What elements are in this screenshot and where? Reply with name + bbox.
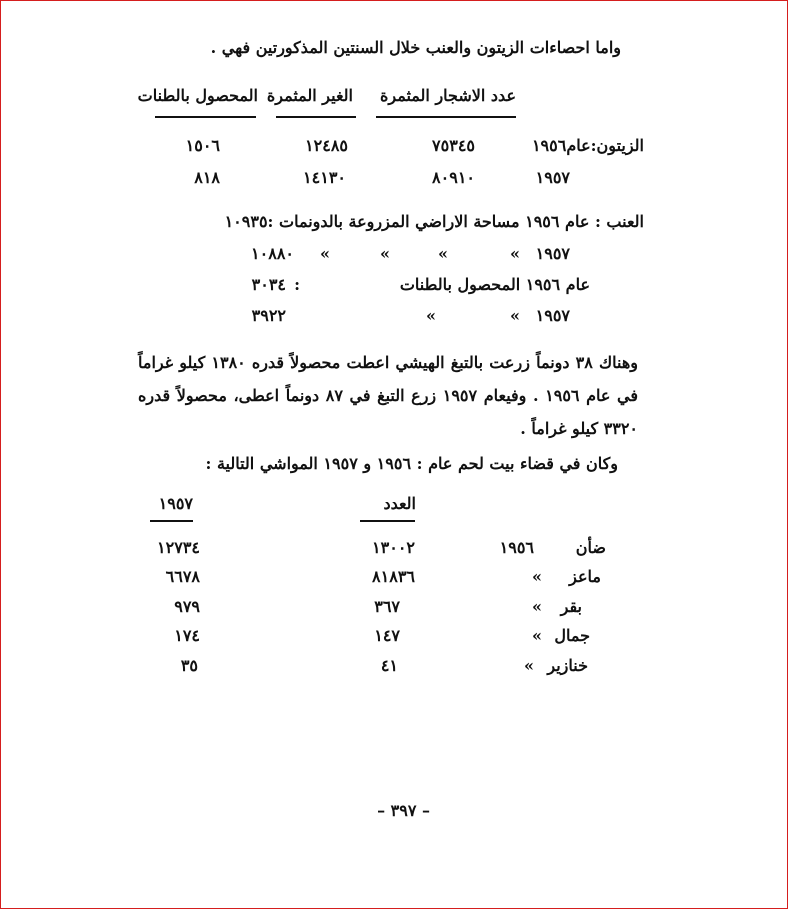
colon: :: [294, 275, 300, 294]
olive-fruiting-cell: ٨٠٩١٠: [432, 168, 475, 187]
ditto-mark: »: [320, 244, 330, 263]
olive-row-label: الزيتون:عام١٩٥٦: [531, 136, 644, 155]
livestock-count-1956: ٣٦٧: [374, 597, 400, 616]
livestock-count-1957: ١٢٧٣٤: [157, 538, 200, 557]
livestock-count-1957: ٣٥: [180, 656, 198, 675]
header-yield-tons: المحصول بالطنات: [137, 86, 258, 105]
ditto-mark: »: [532, 567, 542, 586]
livestock-count-1957: ٦٦٧٨: [165, 567, 200, 586]
grapes-area-1957: ١٠٨٨٠: [251, 244, 294, 263]
olive-fruiting-cell: ٧٥٣٤٥: [432, 136, 475, 155]
header-nonfruiting: الغير المثمرة: [266, 86, 353, 105]
olive-row-label: ١٩٥٧: [535, 168, 570, 187]
animal-name: جمال: [554, 626, 590, 645]
grapes-yield-label: عام ١٩٥٦ المحصول بالطنات: [399, 275, 590, 294]
livestock-count-1957: ١٧٤: [174, 626, 200, 645]
animal-name: ماعز: [569, 567, 601, 586]
grapes-year-1957: ١٩٥٧: [535, 244, 570, 263]
header-underline: [360, 520, 415, 522]
tobacco-paragraph: وهناك ٣٨ دونماً زرعت بالتبغ الهيشي اعطت محصولاً قدره ١٣٨٠ كيلو غراماً في عام ١٩٥٦ . وفيعام ١٩٥٧ زرع التبغ في ٨٧ دونماً اعطى، محصولاً قدره ٣٣٢٠ كيلو غراماً .: [138, 353, 639, 438]
livestock-intro: وكان في قضاء بيت لحم عام : ١٩٥٦ و ١٩٥٧ المواشي التالية :: [205, 454, 618, 473]
ditto-mark: »: [438, 244, 448, 263]
intro-line: واما احصاءات الزيتون والعنب خلال السنتين المذكورتين فهي .: [210, 38, 621, 57]
ditto-mark: »: [524, 656, 534, 675]
livestock-count-1956: ٨١٨٣٦: [372, 567, 415, 586]
page-number: – ٣٩٧ –: [377, 801, 430, 820]
header-underline: [276, 116, 356, 118]
grapes-yield-1956: ٣٠٣٤: [251, 275, 286, 294]
livestock-count-1956: ١٣٠٠٢: [372, 538, 415, 557]
header-underline: [376, 116, 516, 118]
livestock-count-1956: ٤١: [380, 656, 398, 675]
header-year-1957: ١٩٥٧: [158, 494, 193, 513]
olive-nonfruiting-cell: ١٤١٣٠: [303, 168, 346, 187]
ditto-mark: »: [532, 597, 542, 616]
header-count: العدد: [383, 494, 416, 513]
header-underline: [150, 520, 193, 522]
grapes-yield-1957: ٣٩٢٢: [251, 306, 286, 325]
ditto-mark: »: [532, 626, 542, 645]
ditto-mark: »: [380, 244, 390, 263]
ditto-mark: »: [510, 244, 520, 263]
header-fruiting-trees: عدد الاشجار المثمرة: [380, 86, 516, 105]
olive-nonfruiting-cell: ١٢٤٨٥: [305, 136, 348, 155]
animal-name: خنازير: [547, 656, 588, 675]
ditto-mark: »: [426, 306, 436, 325]
olive-yield-cell: ٨١٨: [194, 168, 220, 187]
animal-name: بقر: [560, 597, 582, 616]
livestock-count-1957: ٩٧٩: [174, 597, 200, 616]
ditto-mark: »: [510, 306, 520, 325]
olive-yield-cell: ١٥٠٦: [185, 136, 220, 155]
livestock-year-1956: ١٩٥٦: [499, 538, 534, 557]
grapes-year-1957: ١٩٥٧: [535, 306, 570, 325]
grapes-area-line: العنب : عام ١٩٥٦ مساحة الاراضي المزروعة بالدونمات :١٠٩٣٥: [224, 212, 644, 231]
header-underline: [155, 116, 256, 118]
livestock-count-1956: ١٤٧: [374, 626, 400, 645]
animal-name: ضأن: [575, 538, 606, 557]
